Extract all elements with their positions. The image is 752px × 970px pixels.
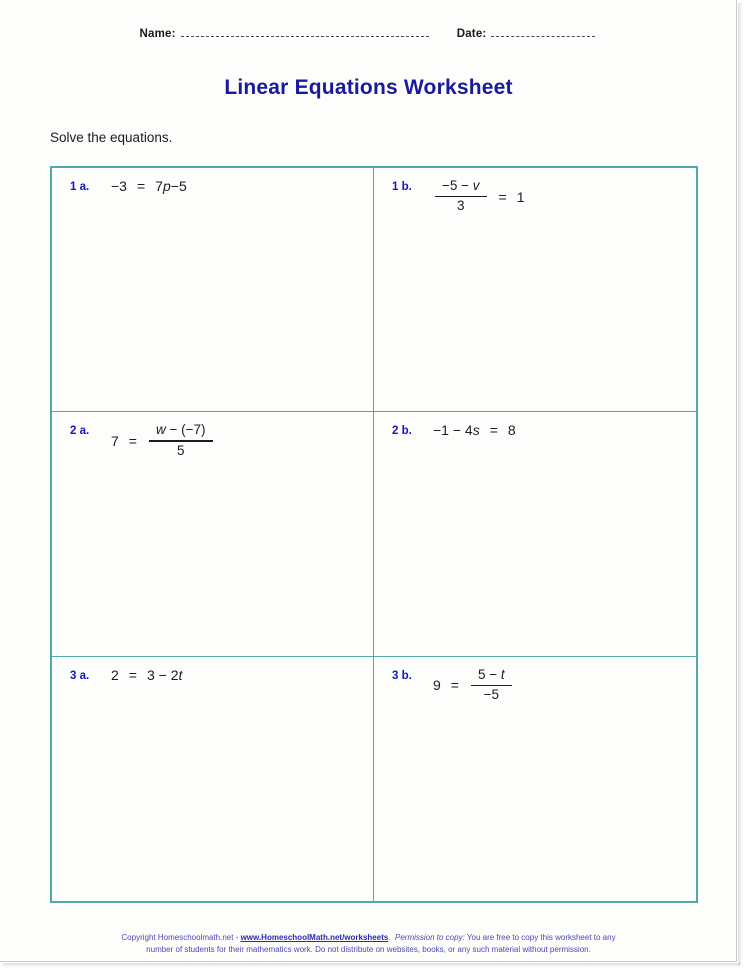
equation-lhs: 2 bbox=[111, 666, 119, 683]
date-write-line[interactable] bbox=[491, 25, 595, 37]
equals-sign: = bbox=[450, 677, 459, 694]
equals-sign: = bbox=[136, 178, 146, 194]
problem-3b bbox=[392, 667, 696, 704]
problem-label-3b: 3 b. bbox=[392, 669, 412, 682]
copyright-period: . bbox=[388, 933, 391, 942]
equation-2b bbox=[433, 422, 516, 438]
equation-rhs-term: 3 − 2 bbox=[146, 666, 179, 683]
equation-rhs-term-2: 5 bbox=[178, 178, 187, 194]
problem-cell-3b[interactable] bbox=[374, 657, 696, 901]
equation-rhs-var: t bbox=[178, 666, 183, 683]
problem-cell-2a[interactable] bbox=[52, 412, 374, 656]
equals-sign: = bbox=[498, 188, 507, 205]
numerator-term: −5 − bbox=[442, 178, 473, 193]
problem-cell-2b[interactable] bbox=[374, 412, 696, 656]
problem-3a bbox=[70, 667, 373, 683]
page-title: Linear Equations Worksheet bbox=[224, 76, 513, 99]
name-label: Name: bbox=[139, 28, 176, 40]
equation-1b bbox=[433, 178, 525, 215]
fraction-numerator bbox=[435, 178, 487, 196]
permission-label: Permission to copy: bbox=[395, 933, 465, 942]
equation-rhs-op: − bbox=[170, 178, 179, 194]
footer-line-2: number of students for their mathematics work. Do not distribute on websites, books, or any such material without permission. bbox=[146, 944, 591, 954]
equation-lhs: 7 bbox=[111, 432, 119, 449]
equation-2a bbox=[111, 422, 215, 459]
problem-label-3a: 3 a. bbox=[70, 669, 90, 682]
name-write-line[interactable] bbox=[181, 25, 429, 37]
numerator-var: t bbox=[500, 666, 505, 682]
problem-label-1a: 1 a. bbox=[70, 181, 90, 193]
fraction-numerator bbox=[149, 422, 213, 440]
copyright-prefix: Copyright Homeschoolmath.net - bbox=[121, 933, 241, 942]
instructions-text: Solve the equations. bbox=[50, 130, 173, 145]
fraction-numerator bbox=[471, 667, 512, 685]
fraction-2a bbox=[149, 422, 213, 459]
numerator-term: − (−7) bbox=[165, 422, 206, 438]
equation-lhs: 9 bbox=[433, 677, 441, 694]
fraction-1b bbox=[435, 178, 487, 215]
equals-sign: = bbox=[128, 666, 137, 683]
equation-lhs-var: s bbox=[472, 422, 480, 439]
fraction-denominator: 5 bbox=[176, 442, 185, 458]
permission-tail: You are free to copy this worksheet to any bbox=[464, 933, 616, 942]
homeschoolmath-link[interactable]: www.HomeschoolMath.net/worksheets bbox=[240, 933, 389, 942]
equals-sign: = bbox=[128, 432, 137, 449]
equation-rhs: 8 bbox=[507, 422, 516, 439]
problem-2b bbox=[392, 422, 696, 438]
numerator-var: w bbox=[155, 422, 166, 438]
numerator-term: 5 − bbox=[477, 666, 501, 682]
problem-label-2b: 2 b. bbox=[392, 425, 412, 438]
name-date-bar bbox=[0, 25, 737, 40]
footer-copyright bbox=[0, 932, 737, 955]
equation-3a bbox=[111, 667, 182, 683]
page-shadow-right bbox=[738, 3, 743, 965]
date-label: Date: bbox=[456, 28, 487, 40]
equation-lhs-term: −1 − 4 bbox=[433, 422, 473, 439]
problem-2a bbox=[70, 422, 373, 459]
problem-1a bbox=[70, 178, 373, 194]
equation-1a bbox=[111, 178, 187, 194]
problem-cell-3a[interactable] bbox=[52, 657, 374, 901]
equation-rhs-var: p bbox=[162, 178, 171, 194]
problem-1b bbox=[392, 178, 696, 215]
equals-sign: = bbox=[489, 422, 498, 439]
problem-label-1b: 1 b. bbox=[392, 181, 412, 193]
problem-cell-1b[interactable] bbox=[374, 168, 696, 412]
fraction-denominator: 3 bbox=[457, 198, 465, 214]
equation-rhs-term-1: 7 bbox=[155, 178, 163, 194]
equation-rhs: 1 bbox=[516, 188, 525, 205]
equation-lhs: −3 bbox=[111, 178, 127, 194]
fraction-3b bbox=[471, 667, 512, 704]
problem-cell-1a[interactable] bbox=[52, 168, 374, 412]
footer-line-1 bbox=[0, 932, 737, 944]
equation-3b bbox=[433, 667, 514, 704]
page-shadow-bottom bbox=[3, 963, 740, 968]
numerator-var: v bbox=[472, 178, 480, 193]
problem-label-2a: 2 a. bbox=[70, 425, 90, 438]
fraction-denominator: −5 bbox=[483, 687, 500, 703]
problem-grid bbox=[50, 166, 698, 903]
